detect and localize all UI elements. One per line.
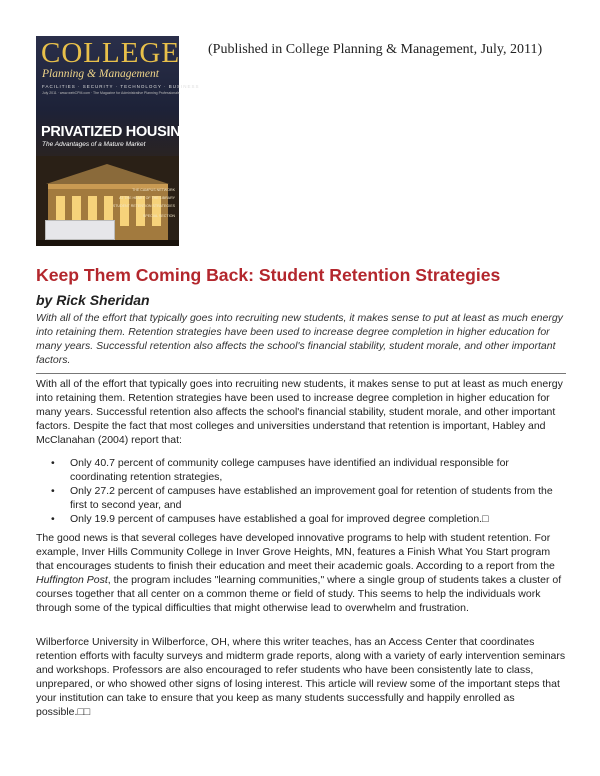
divider bbox=[36, 373, 566, 374]
cover-blurb: SPECIAL SECTION bbox=[142, 214, 175, 218]
list-item bbox=[36, 512, 566, 526]
cover-blurb: AT THE HEART OF THE LIBRARY bbox=[119, 196, 175, 200]
good-news-paragraph bbox=[36, 531, 566, 615]
cover-mailing-label bbox=[45, 220, 115, 240]
bullet-icon: • bbox=[51, 513, 55, 525]
cover-blurb: STUDENT RETENTION STRATEGIES bbox=[112, 204, 175, 208]
article-abstract: With all of the effort that typically goes into recruiting new students, it makes sense to put at least as much energy into retaining them. Retention strategies have been used to increase degree completion in higher education for many years. Successful retention also affects the school's financial stability, student morale, and other important factors. bbox=[36, 312, 563, 366]
magazine-cover-image bbox=[36, 36, 200, 246]
list-item-text: Only 19.9 percent of campuses have established a goal for improved degree completion.□ bbox=[70, 513, 489, 525]
cover-issue-line: July 2011 · www.webCPM.com · The Magazine for Administrative Planning Professionals bbox=[42, 91, 180, 95]
list-item bbox=[36, 456, 566, 484]
statistics-list bbox=[36, 456, 566, 526]
bullet-icon: • bbox=[51, 457, 55, 469]
list-item bbox=[36, 484, 566, 512]
publication-note: (Published in College Planning & Management, July, 2011) bbox=[208, 42, 543, 57]
cover-masthead: COLLEGE bbox=[41, 37, 181, 69]
article-title: Keep Them Coming Back: Student Retention Strategies bbox=[36, 265, 501, 285]
cover-subtitle: Planning & Management bbox=[42, 68, 159, 80]
list-item-text: Only 27.2 percent of campuses have established an improvement goal for retention of students from the first to second year, and bbox=[70, 485, 553, 511]
para-text: The good news is that several colleges have developed innovative programs to help with student retention. For example, Inver Hills Community College in Inver Grove Heights, MN, features a Finish What You Start program that encourages students to finish their education and meet their academic goals. According to a report from the bbox=[36, 532, 555, 572]
article-byline: by Rick Sheridan bbox=[36, 292, 150, 308]
cover-blurb: THE CAMPUS NETWORK bbox=[132, 188, 175, 192]
bullet-icon: • bbox=[51, 485, 55, 497]
cover-strip: FACILITIES · SECURITY · TECHNOLOGY · BUSINESS bbox=[42, 84, 200, 89]
intro-paragraph: With all of the effort that typically goes into recruiting new students, it makes sense to put at least as much energy into retaining them. Retention strategies have been used to increase degree completion in higher education for many years. Successful retention also affects the school's financial stability, student morale, and other important factors. Despite the fact that most colleges and universities understand that retention is important, Habley and McClanahan (2004) report that: bbox=[36, 378, 563, 446]
source-name: Huffington Post bbox=[36, 574, 108, 586]
cover-headline: PRIVATIZED HOUSING bbox=[41, 124, 192, 140]
para-text: , the program includes "learning communities," where a single group of students takes a cluster of courses together that all center on a common theme or field of study. This seems to help the individuals work through some of the typical difficulties that might otherwise lead to overwhelm and frustration. bbox=[36, 574, 562, 614]
cover-tagline: The Advantages of a Mature Market bbox=[42, 141, 146, 148]
wilberforce-paragraph: Wilberforce University in Wilberforce, OH, where this writer teaches, has an Access Center that coordinates retention efforts with faculty surveys and midterm grade reports, along with a variety of early intervention seminars and workshops. Professors are also encouraged to refer students who have been consistently late to class, unprepared, or who showed other signs of losing interest. This article will review some of the important steps that your institution can take to ensure that you keep as many students successfully and happily enrolled as possible.□□ bbox=[36, 636, 566, 718]
list-item-text: Only 40.7 percent of community college campuses have identified an individual responsible for coordinating retention strategies, bbox=[70, 457, 509, 483]
